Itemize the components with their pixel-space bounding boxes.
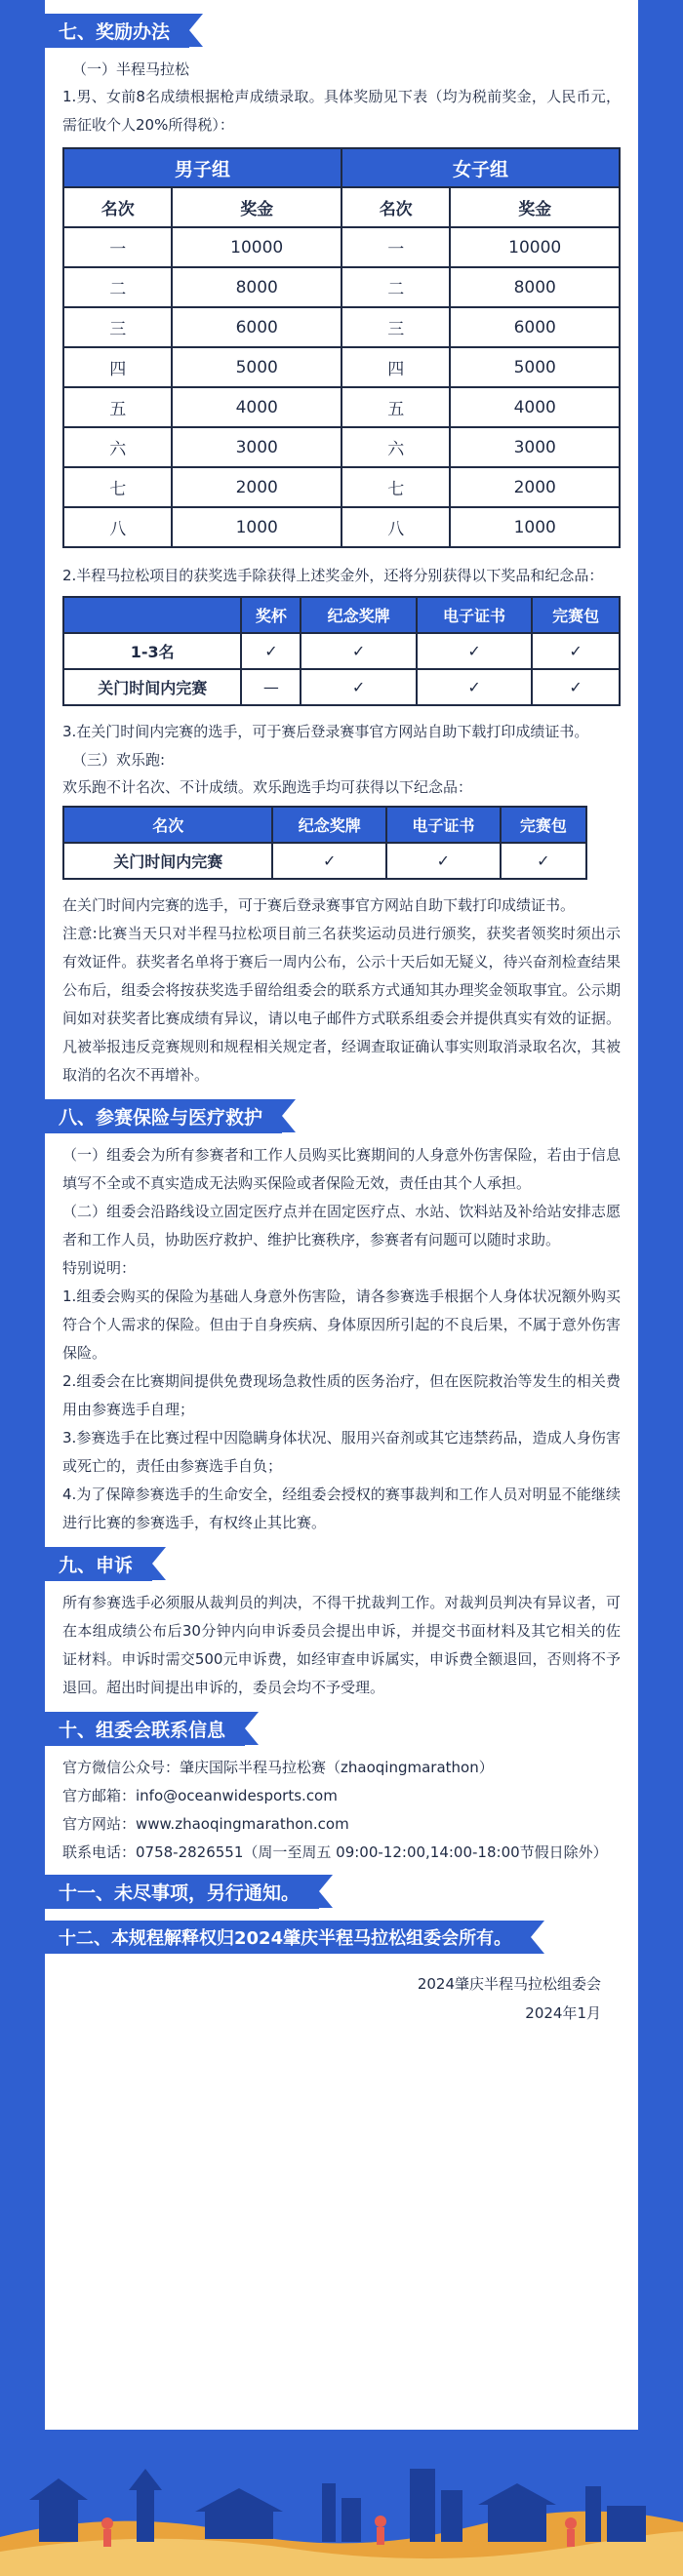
contact-email[interactable]: 官方邮箱：info@oceanwidesports.com [62, 1787, 338, 1804]
row-label: 关门时间内完赛 [63, 843, 272, 879]
souvenir-header-rank: 名次 [63, 807, 272, 843]
rank-cell: 一 [342, 227, 450, 267]
souvenir-table-half-marathon [62, 596, 621, 706]
prize-cell: 3000 [450, 427, 620, 467]
women-group-header: 女子组 [342, 148, 620, 187]
check-cell: ✓ [241, 633, 301, 669]
section-heading-other-matters: 十一、未尽事项，另行通知。 [45, 1875, 319, 1909]
contact-phone: 联系电话：0758-2826551（周一至周五 09:00-12:00,14:00-18:00节假日除外） [62, 1843, 608, 1861]
rank-cell: 二 [342, 267, 450, 307]
prize-cell: 3000 [172, 427, 342, 467]
prize-cell: 5000 [450, 347, 620, 387]
souvenir-table-fun-run [62, 806, 587, 880]
city-skyline-illustration [0, 2430, 683, 2576]
prize-cell: 2000 [172, 467, 342, 507]
table-row [63, 843, 586, 879]
check-cell: ✓ [417, 669, 532, 705]
check-cell: ✓ [532, 669, 620, 705]
prize-cell: 8000 [172, 267, 342, 307]
col-rank-header: 名次 [63, 187, 172, 227]
rank-cell: 七 [63, 467, 172, 507]
rank-cell: 三 [342, 307, 450, 347]
section-heading-insurance: 八、参赛保险与医疗救护 [45, 1099, 282, 1133]
fun-run-paragraph: 欢乐跑不计名次、不计成绩。欢乐跑选手均可获得以下纪念品： [62, 778, 473, 796]
insurance-paragraph-1: （一）组委会为所有参赛者和工作人员购买比赛期间的人身意外伤害保险，若由于信息填写不全或不真实造成无法购买保险或者保险无效，责任由其个人承担。 [62, 1146, 621, 1192]
table-row [63, 307, 620, 347]
row-label: 关门时间内完赛 [63, 669, 241, 705]
prize-cell: 1000 [450, 507, 620, 547]
men-group-header: 男子组 [63, 148, 342, 187]
insurance-note-3: 3.参赛选手在比赛过程中因隐瞒身体状况、服用兴奋剂或其它违禁药品，造成人身伤害或死亡的，责任由参赛选手自负； [62, 1429, 621, 1475]
souvenir-header-finisher-pack: 完赛包 [532, 597, 620, 633]
rank-cell: 六 [342, 427, 450, 467]
check-cell: ✓ [301, 633, 416, 669]
insurance-note-4: 4.为了保障参赛选手的生命安全，经组委会授权的赛事裁判和工作人员对明显不能继续进行比赛的参赛选手，有权终止其比赛。 [62, 1486, 621, 1531]
prize-money-table [62, 147, 621, 548]
subheading-fun-run: （三）欢乐跑: [72, 751, 166, 769]
table-row [63, 227, 620, 267]
souvenir-header-trophy: 奖杯 [241, 597, 301, 633]
fun-run-certificate-paragraph: 在关门时间内完赛的选手，可于赛后登录赛事官方网站自助下载打印成绩证书。 [62, 896, 576, 914]
prize-cell: 10000 [172, 227, 342, 267]
row-label: 1-3名 [63, 633, 241, 669]
prize-cell: 6000 [172, 307, 342, 347]
awards-paragraph-1: 1.男、女前8名成绩根据枪声成绩录取。具体奖励见下表（均为税前奖金，人民币元，需征收个人20%所得税）： [62, 88, 621, 134]
check-cell: ✓ [272, 843, 386, 879]
prize-cell: 6000 [450, 307, 620, 347]
col-prize-header: 奖金 [450, 187, 620, 227]
table-row [63, 467, 620, 507]
document-panel [45, 0, 638, 2448]
insurance-note-2: 2.组委会在比赛期间提供免费现场急救性质的医务治疗，但在医院救治等发生的相关费用由参赛选手自理； [62, 1372, 621, 1418]
souvenir-header-medal: 纪念奖牌 [301, 597, 416, 633]
table-row [63, 669, 620, 705]
prize-cell: 10000 [450, 227, 620, 267]
awards-paragraph-3: 3.在关门时间内完赛的选手，可于赛后登录赛事官方网站自助下载打印成绩证书。 [62, 723, 589, 740]
check-cell: ✓ [386, 843, 501, 879]
table-row [63, 427, 620, 467]
check-cell: ✓ [301, 669, 416, 705]
table-row [63, 347, 620, 387]
awards-note-paragraph: 注意:比赛当天只对半程马拉松项目前三名获奖运动员进行颁奖，获奖者领奖时须出示有效证件。获奖者名单将于赛后一周内公布，公示十天后如无疑义，待兴奋剂检查结果公布后，组委会将按获奖选手留给组委会的联系方式通知其办理奖金领取事宜。公示期间如对获奖者比赛成绩有异议，请以电子邮件方式联系组委会并提供真实有效的证据。凡被举报违反竞赛规则和规程相关规定者，经调查取证确认事实则取消录取名次，其被取消的名次不再增补。 [62, 925, 621, 1084]
rank-cell: 八 [342, 507, 450, 547]
special-note-label: 特别说明： [62, 1259, 137, 1277]
prize-cell: 8000 [450, 267, 620, 307]
check-cell: ✓ [532, 633, 620, 669]
section-heading-awards: 七、奖励办法 [45, 14, 189, 48]
prize-cell: 1000 [172, 507, 342, 547]
awards-paragraph-2: 2.半程马拉松项目的获奖选手除获得上述奖金外，还将分别获得以下奖品和纪念品： [62, 567, 604, 584]
check-cell: — [241, 669, 301, 705]
col-rank-header: 名次 [342, 187, 450, 227]
rank-cell: 八 [63, 507, 172, 547]
subheading-half-marathon: （一）半程马拉松 [72, 60, 190, 78]
col-prize-header: 奖金 [172, 187, 342, 227]
prize-cell: 4000 [450, 387, 620, 427]
rank-cell: 五 [63, 387, 172, 427]
appeal-paragraph: 所有参赛选手必须服从裁判员的判决，不得干扰裁判工作。对裁判员判决有异议者，可在本组成绩公布后30分钟内向申诉委员会提出申诉，并提交书面材料及其它相关的佐证材料。申诉时需交500元申诉费，如经审查申诉属实，申诉费全额退回，否则将不予退回。超出时间提出申诉的，委员会均不予受理。 [62, 1594, 621, 1696]
souvenir-header-ecert: 电子证书 [417, 597, 532, 633]
prize-cell: 5000 [172, 347, 342, 387]
section-heading-interpretation: 十二、本规程解释权归2024肇庆半程马拉松组委会所有。 [45, 1921, 531, 1954]
insurance-paragraph-2: （二）组委会沿路线设立固定医疗点并在固定医疗点、水站、饮料站及补给站安排志愿者和工作人员，协助医疗救护、维护比赛秩序，参赛者有问题可以随时求助。 [62, 1203, 621, 1248]
table-row [63, 267, 620, 307]
rank-cell: 一 [63, 227, 172, 267]
souvenir-header-ecert: 电子证书 [386, 807, 501, 843]
section-heading-appeal: 九、申诉 [45, 1547, 152, 1581]
prize-cell: 2000 [450, 467, 620, 507]
table-row [63, 633, 620, 669]
insurance-note-1: 1.组委会购买的保险为基础人身意外伤害险，请各参赛选手根据个人身体状况额外购买符合个人需求的保险。但由于自身疾病、身体原因所引起的不良后果，不属于意外伤害保险。 [62, 1288, 621, 1362]
table-row [63, 387, 620, 427]
prize-cell: 4000 [172, 387, 342, 427]
rank-cell: 五 [342, 387, 450, 427]
rank-cell: 四 [342, 347, 450, 387]
rank-cell: 四 [63, 347, 172, 387]
section-heading-contact: 十、组委会联系信息 [45, 1712, 245, 1746]
souvenir-header-blank [63, 597, 241, 633]
rank-cell: 七 [342, 467, 450, 507]
table-row [63, 507, 620, 547]
check-cell: ✓ [501, 843, 586, 879]
souvenir-header-finisher-pack: 完赛包 [501, 807, 586, 843]
rank-cell: 六 [63, 427, 172, 467]
signature-organizer: 2024肇庆半程马拉松组委会 [417, 1975, 601, 1993]
contact-wechat: 官方微信公众号：肇庆国际半程马拉松赛（zhaoqingmarathon） [62, 1759, 494, 1776]
rank-cell: 二 [63, 267, 172, 307]
rank-cell: 三 [63, 307, 172, 347]
souvenir-header-medal: 纪念奖牌 [272, 807, 386, 843]
signature-date: 2024年1月 [525, 2004, 601, 2022]
contact-website[interactable]: 官方网站：www.zhaoqingmarathon.com [62, 1815, 349, 1833]
check-cell: ✓ [417, 633, 532, 669]
